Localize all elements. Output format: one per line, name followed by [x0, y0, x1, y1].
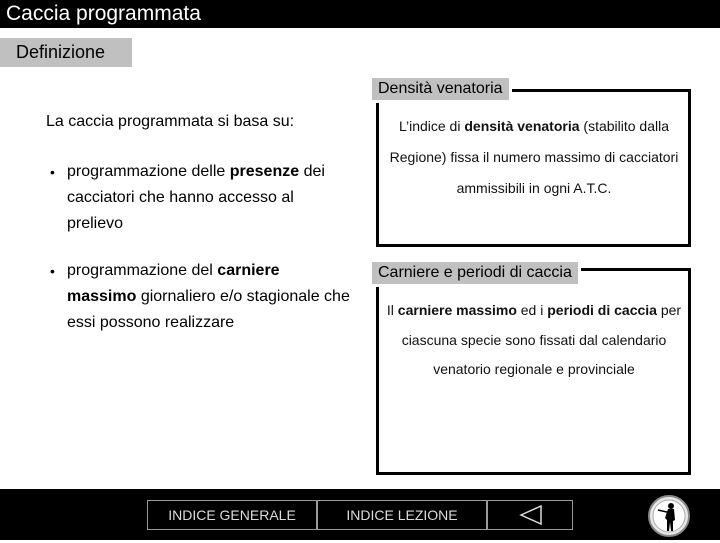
bullet-text: programmazione delle presenze dei cacciatori che hanno accesso al prelievo	[67, 163, 325, 232]
lead-text: La caccia programmata si basa su:	[46, 113, 295, 130]
density-text: L’indice di densità venatoria (stabilito dalla Regione) fissa il numero massimo di cacciatori ammissibili in ogni A.T.C.	[389, 118, 679, 196]
bullet-text: programmazione del carniere massimo giornaliero e/o stagionale che essi possono realizzare	[67, 262, 350, 331]
bag-limit-text: Il carniere massimo ed i periodi di caccia per ciascuna specie sono fissati dal calendario venatorio regionale e provinciale	[386, 302, 682, 377]
density-heading: Densità venatoria	[372, 78, 512, 103]
lesson-index-button[interactable]: INDICE LEZIONE	[317, 500, 487, 530]
bullet-dot-icon: •	[50, 263, 55, 279]
triangle-left-icon	[488, 501, 574, 529]
bag-limit-heading: Carniere e periodi di caccia	[372, 262, 581, 287]
bullet-dot-icon: •	[50, 164, 55, 180]
page-title: Caccia programmata	[0, 0, 720, 28]
section-label: Definizione	[0, 38, 132, 67]
bullet-presenze	[50, 159, 350, 237]
back-button[interactable]	[487, 500, 573, 530]
general-index-button[interactable]: INDICE GENERALE	[147, 500, 317, 530]
hunter-silhouette-icon[interactable]	[646, 494, 692, 538]
bullet-carniere	[50, 258, 350, 336]
